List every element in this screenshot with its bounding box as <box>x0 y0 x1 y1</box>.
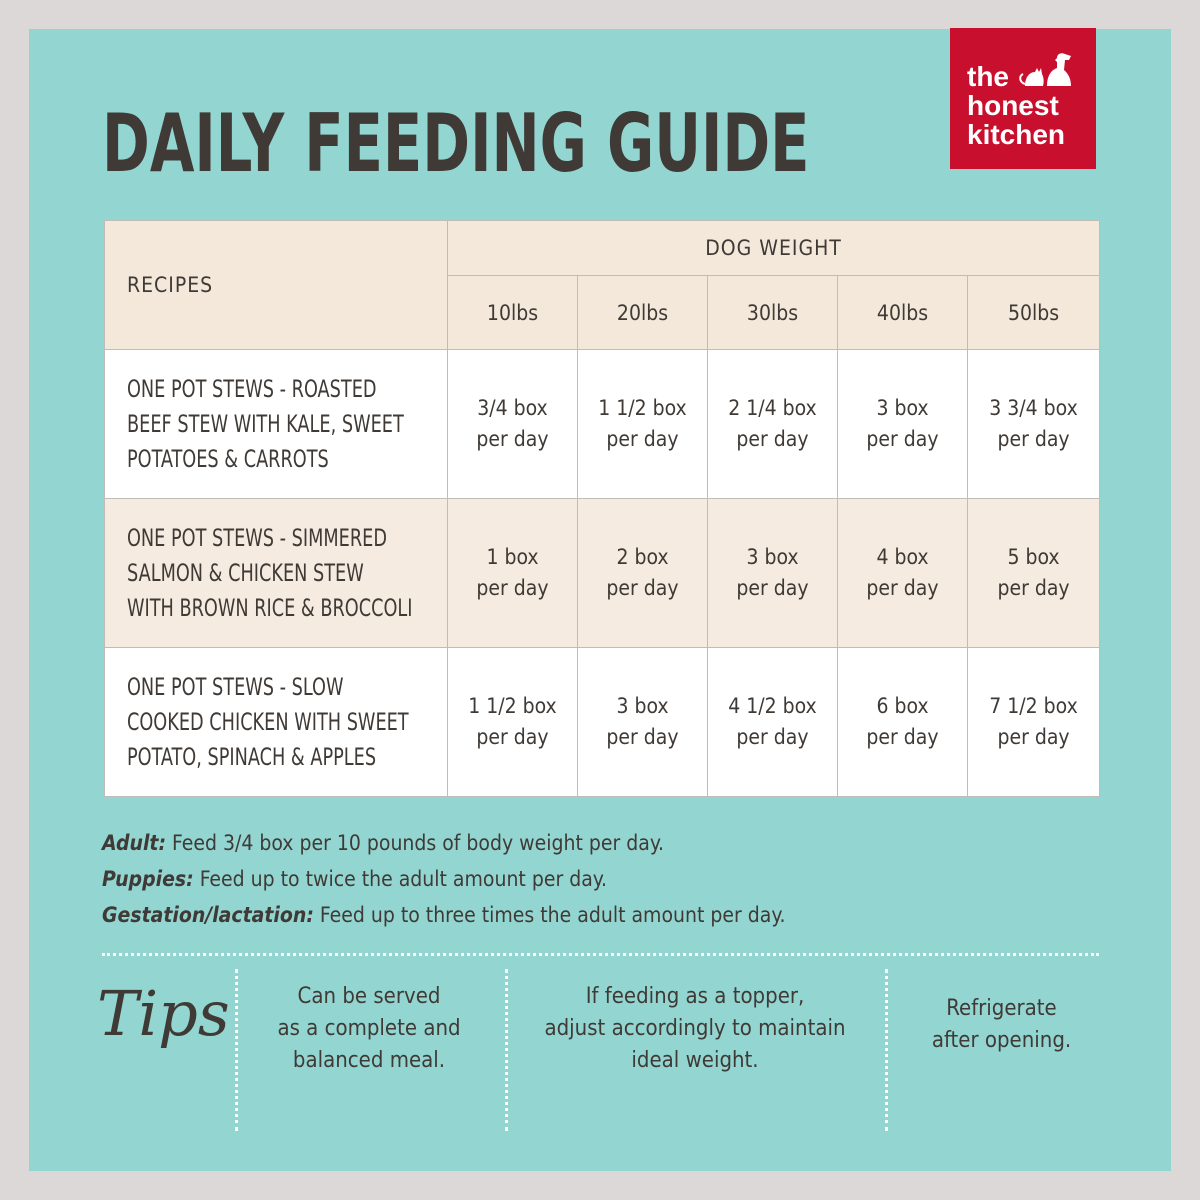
dotted-divider <box>235 969 238 1131</box>
weight-header-30: 30lbs <box>708 276 838 350</box>
note-text: Feed 3/4 box per 10 pounds of body weight per day. <box>166 831 665 855</box>
amount-cell: 6 box per day <box>838 648 968 797</box>
note-text: Feed up to three times the adult amount per day. <box>313 903 786 927</box>
tip-item <box>514 981 876 1077</box>
weight-header-10: 10lbs <box>448 276 578 350</box>
note-puppies <box>102 861 786 897</box>
logo-text-honest: honest <box>967 90 1059 121</box>
amount-cell: 3 box per day <box>838 350 968 499</box>
recipe-line: POTATOES & CARROTS <box>127 444 329 473</box>
amount-cell: 1 1/2 box per day <box>578 350 708 499</box>
amount-cell: 1 1/2 box per day <box>448 648 578 797</box>
tip-line: ideal weight. <box>631 1048 759 1073</box>
page-title: DAILY FEEDING GUIDE <box>102 97 810 190</box>
table-header-row <box>105 221 1100 276</box>
table-row <box>105 499 1100 648</box>
amount-cell: 3 3/4 box per day <box>968 350 1100 499</box>
weight-header-50: 50lbs <box>968 276 1100 350</box>
table-row <box>105 350 1100 499</box>
weight-header-20: 20lbs <box>578 276 708 350</box>
amount-cell: 2 1/4 box per day <box>708 350 838 499</box>
tip-line: Can be served <box>297 984 441 1009</box>
recipe-line: COOKED CHICKEN WITH SWEET <box>127 707 409 736</box>
recipe-line: SALMON & CHICKEN STEW <box>127 558 364 587</box>
amount-cell: 3/4 box per day <box>448 350 578 499</box>
note-label: Gestation/lactation: <box>102 903 314 927</box>
tip-line: If feeding as a topper, <box>585 984 805 1009</box>
tip-line: balanced meal. <box>292 1048 446 1073</box>
recipe-line: POTATO, SPINACH & APPLES <box>127 742 377 771</box>
logo-text-the: the <box>967 61 1009 92</box>
amount-cell: 2 box per day <box>578 499 708 648</box>
note-text: Feed up to twice the adult amount per day. <box>193 867 607 891</box>
amount-cell: 1 box per day <box>448 499 578 648</box>
note-label: Puppies: <box>102 867 194 891</box>
tips-heading: Tips <box>97 977 230 1050</box>
dog-weight-header: DOG WEIGHT <box>448 221 1100 276</box>
recipe-name <box>105 499 448 648</box>
note-label: Adult: <box>102 831 167 855</box>
recipe-line: BEEF STEW WITH KALE, SWEET <box>127 409 404 438</box>
recipe-name <box>105 648 448 797</box>
recipe-line: ONE POT STEWS - SLOW <box>127 672 344 701</box>
feeding-table <box>104 220 1100 797</box>
recipes-column-header: RECIPES <box>105 221 448 350</box>
recipe-line: WITH BROWN RICE & BROCCOLI <box>127 593 413 622</box>
recipe-line: ONE POT STEWS - ROASTED <box>127 374 377 403</box>
amount-cell: 3 box per day <box>578 648 708 797</box>
brand-logo <box>950 28 1096 169</box>
weight-header-40: 40lbs <box>838 276 968 350</box>
tip-item <box>894 993 1109 1057</box>
tip-line: after opening. <box>931 1028 1072 1053</box>
amount-cell: 4 box per day <box>838 499 968 648</box>
amount-cell: 5 box per day <box>968 499 1100 648</box>
note-adult <box>102 825 786 861</box>
dotted-divider <box>885 969 888 1131</box>
feeding-guide-panel <box>29 29 1171 1171</box>
dotted-divider <box>505 969 508 1131</box>
table-row <box>105 648 1100 797</box>
cat-dog-icon <box>1017 50 1087 90</box>
amount-cell: 4 1/2 box per day <box>708 648 838 797</box>
dotted-divider <box>102 953 1099 956</box>
tip-line: as a complete and <box>277 1016 461 1041</box>
tip-line: Refrigerate <box>946 996 1057 1021</box>
feeding-notes <box>102 825 786 933</box>
tip-item <box>244 981 494 1077</box>
recipe-line: ONE POT STEWS - SIMMERED <box>127 523 387 552</box>
amount-cell: 7 1/2 box per day <box>968 648 1100 797</box>
amount-cell: 3 box per day <box>708 499 838 648</box>
recipe-name <box>105 350 448 499</box>
tip-line: adjust accordingly to maintain <box>544 1016 846 1041</box>
note-gestation <box>102 897 786 933</box>
logo-text-kitchen: kitchen <box>967 119 1066 150</box>
